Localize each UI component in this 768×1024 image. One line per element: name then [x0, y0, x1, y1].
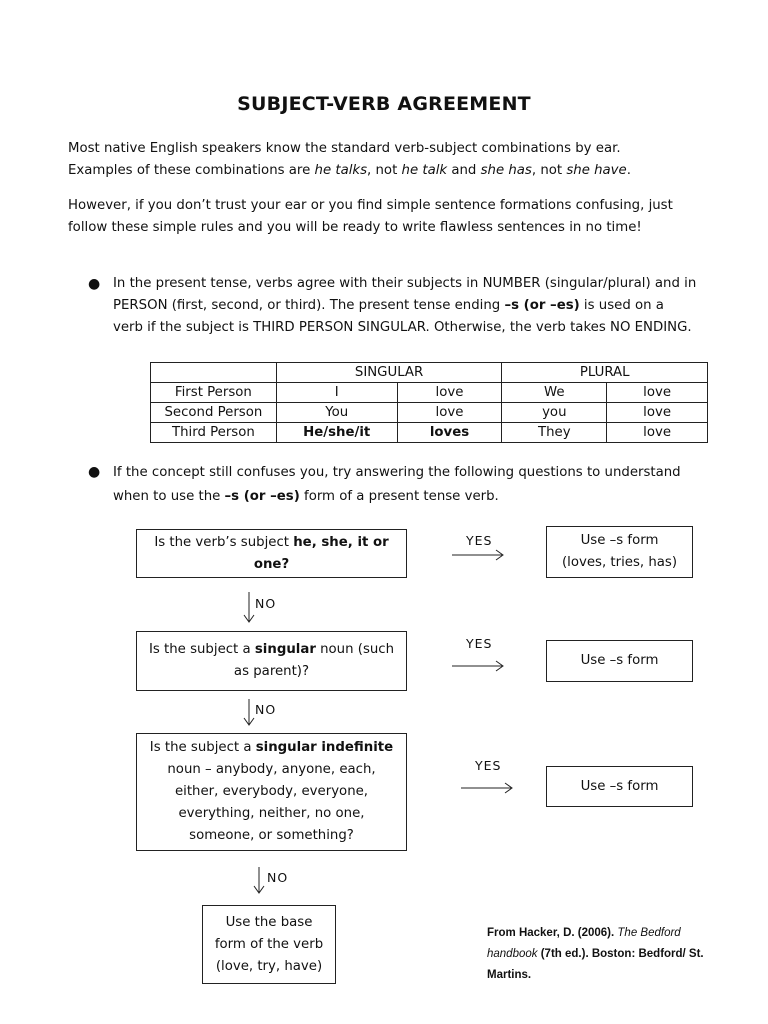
- question-text: Is the subject a: [149, 740, 256, 755]
- yes-label: YES: [466, 636, 493, 651]
- intro-line-2: Examples of these combinations are: [68, 163, 315, 178]
- intro-connector: and: [447, 163, 481, 178]
- arrow-down-icon: [242, 699, 256, 727]
- plural-verb: love: [607, 423, 708, 443]
- citation-book-title: The Bedford handbook: [487, 927, 681, 960]
- intro-connector: , not: [531, 163, 567, 178]
- plural-pronoun: We: [502, 383, 607, 403]
- singular-pronoun: I: [276, 383, 397, 403]
- rules-paragraph: However, if you don’t trust your ear or you find simple sentence formations confusing, just follow these simple rules and you will be ready to write flawless sentences in no time!: [68, 198, 673, 235]
- arrow-down-icon: [252, 867, 266, 895]
- citation-publisher: (7th ed.). Boston: Bedford/ St. Martins.: [487, 948, 704, 981]
- table-header-row: [151, 363, 708, 383]
- yes-label: YES: [466, 533, 493, 548]
- question-emphasis: singular: [254, 642, 316, 657]
- intro-connector: , not: [367, 163, 402, 178]
- person-number-table: [150, 362, 708, 443]
- s-ending-emphasis: –s (or –es): [224, 489, 300, 504]
- question-1-box: [136, 529, 407, 578]
- table-row: [151, 383, 708, 403]
- example-she-have: she have: [566, 163, 627, 178]
- plural-verb: love: [607, 403, 708, 423]
- page-title: SUBJECT-VERB AGREEMENT: [237, 93, 531, 115]
- row-label: First Person: [151, 383, 277, 403]
- plural-pronoun: you: [502, 403, 607, 423]
- question-3-box: [136, 733, 407, 851]
- intro-line-1: Most native English speakers know the standard verb-subject combinations by ear.: [68, 141, 621, 156]
- question-emphasis: singular indefinite: [255, 740, 394, 755]
- plural-verb: love: [607, 383, 708, 403]
- question-text: Is the subject a: [148, 642, 255, 657]
- yes-label: YES: [475, 758, 502, 773]
- bullet-text-part: form of a present tense verb.: [299, 489, 499, 504]
- no-label: NO: [267, 870, 289, 885]
- s-ending-emphasis: –s (or –es): [504, 298, 580, 313]
- singular-verb: love: [397, 383, 502, 403]
- arrow-right-icon: [461, 782, 515, 794]
- header-singular: SINGULAR: [276, 363, 502, 383]
- citation: [487, 923, 717, 986]
- question-emphasis: he, she, it or one?: [253, 534, 389, 572]
- plural-pronoun: They: [502, 423, 607, 443]
- arrow-right-icon: [452, 549, 506, 561]
- result-1-box: Use –s form (loves, tries, has): [546, 526, 693, 578]
- citation-author: From Hacker, D. (2006).: [487, 927, 618, 939]
- bullet-text: [113, 461, 698, 509]
- singular-pronoun: He/she/it: [276, 423, 397, 443]
- bullet-text: [113, 273, 698, 339]
- row-label: Third Person: [151, 423, 277, 443]
- table-row: [151, 423, 708, 443]
- example-he-talks: he talks: [314, 163, 368, 178]
- no-label: NO: [255, 702, 277, 717]
- singular-verb: loves: [397, 423, 502, 443]
- bullet-dot-icon: ●: [88, 464, 101, 480]
- bullet-text-part: If the concept still confuses you, try answering the following questions to understand when to use the: [113, 465, 681, 504]
- example-she-has: she has: [480, 163, 532, 178]
- final-result-box: Use the base form of the verb (love, try, have): [202, 905, 336, 984]
- example-he-talk: he talk: [401, 163, 448, 178]
- bullet-text-part: In the present tense, verbs agree with their subjects in NUMBER (singular/plural) and in PERSON (first, second, or third). The present tense ending: [113, 276, 697, 313]
- question-text: noun – anybody, anyone, each, either, everybody, everyone, everything, neither, no one, someone, or something?: [167, 762, 376, 843]
- bullet-dot-icon: ●: [88, 276, 101, 292]
- result-3-box: Use –s form: [546, 766, 693, 807]
- singular-pronoun: You: [276, 403, 397, 423]
- intro-paragraph: [68, 138, 696, 182]
- no-label: NO: [255, 596, 277, 611]
- arrow-down-icon: [242, 592, 256, 624]
- question-text: Is the verb’s subject: [154, 534, 294, 550]
- question-text: noun (such as parent)?: [233, 642, 395, 679]
- arrow-right-icon: [452, 660, 506, 672]
- singular-verb: love: [397, 403, 502, 423]
- question-2-box: [136, 631, 407, 691]
- table-row: [151, 403, 708, 423]
- row-label: Second Person: [151, 403, 277, 423]
- result-2-box: Use –s form: [546, 640, 693, 682]
- header-plural: PLURAL: [502, 363, 708, 383]
- intro-end: .: [626, 163, 631, 178]
- table-corner-cell: [151, 363, 277, 383]
- bullet-text-part: is used on a verb if the subject is THIRD PERSON SINGULAR. Otherwise, the verb takes NO ENDING.: [113, 298, 692, 335]
